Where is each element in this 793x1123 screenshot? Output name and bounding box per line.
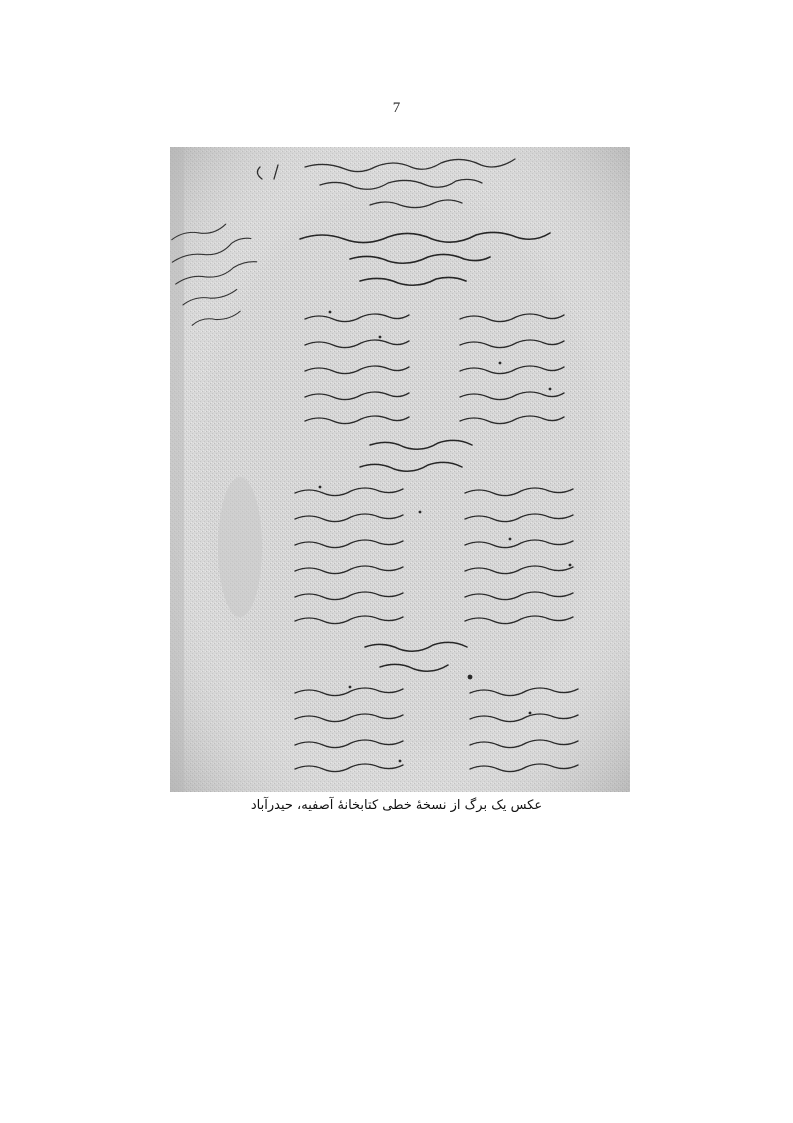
manuscript-photo: [170, 147, 630, 792]
page-number: 7: [392, 100, 401, 116]
figure-caption: عکس یک برگ از نسخهٔ خطی کتابخانهٔ آصفیه، حیدرآباد: [250, 798, 543, 813]
